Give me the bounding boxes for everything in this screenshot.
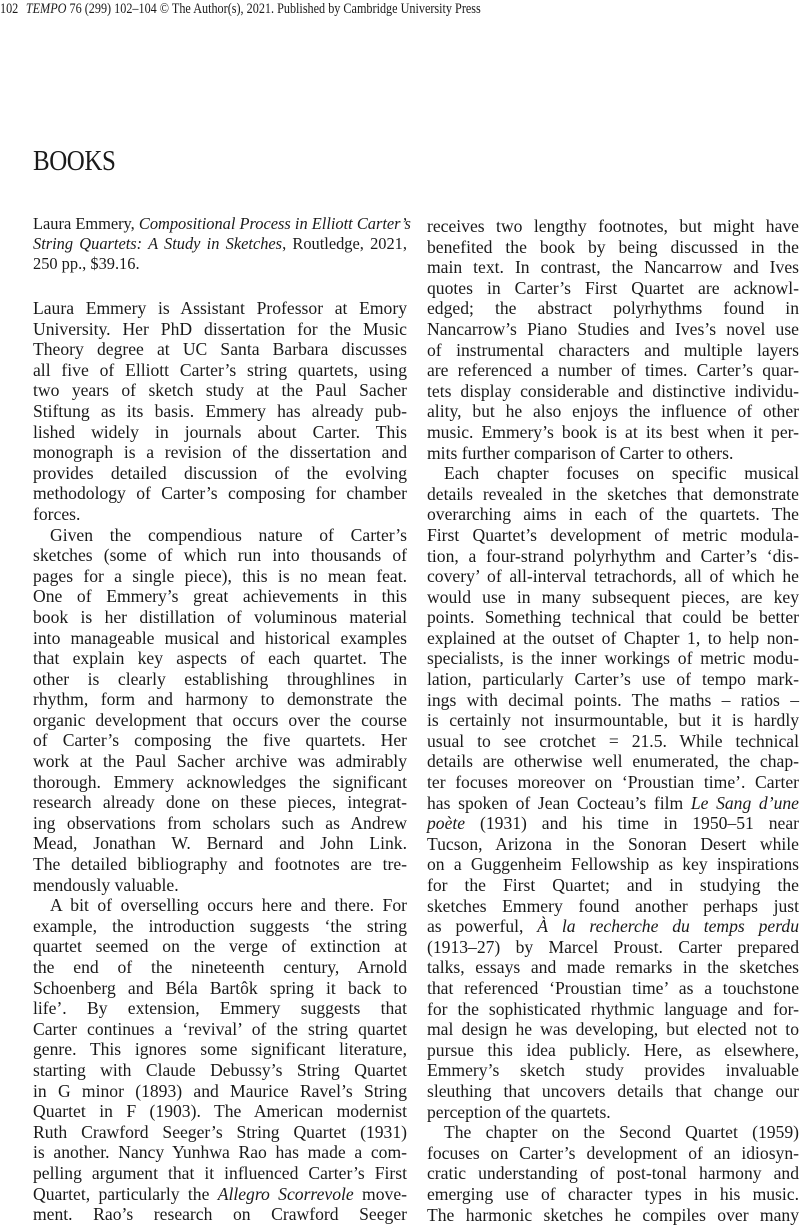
text-segment: Emmery’s sketch study provides invaluable xyxy=(427,1060,799,1080)
text-line xyxy=(427,751,799,772)
text-segment: receives two lengthy footnotes, but might have xyxy=(427,216,799,236)
text-line xyxy=(33,875,407,896)
journal-details: 76 (299) 102–104 © The Author(s), 2021. Published by Cambridge University Press xyxy=(69,1,480,17)
text-line xyxy=(427,237,799,258)
text-line xyxy=(427,875,799,896)
text-segment: pursue this idea publicly. Here, as elsewhere, xyxy=(427,1040,799,1060)
text-segment: is another. Nancy Yunhwa Rao has made a com- xyxy=(33,1142,407,1162)
text-segment: ality, but he also enjoys the influence of other xyxy=(427,401,799,421)
text-line xyxy=(427,278,799,299)
text-segment: thorough. Emmery acknowledges the significant xyxy=(33,772,407,792)
text-segment: ing observations from scholars such as Andrew xyxy=(33,813,407,833)
italic-text: Allegro Scorrevole xyxy=(218,1184,354,1204)
text-segment: cratic understanding of post-tonal harmony and xyxy=(427,1163,799,1183)
text-line xyxy=(427,1081,799,1102)
text-line xyxy=(33,586,407,607)
text-segment: tion, a four-strand polyrhythm and Carter’s ‘dis- xyxy=(427,546,799,566)
text-segment: book is her distillation of voluminous material xyxy=(33,607,407,627)
text-segment: edged; the abstract polyrhythms found in xyxy=(427,298,799,318)
text-segment: forces. xyxy=(33,504,80,524)
text-segment: focuses on Carter’s development of an idiosyn- xyxy=(427,1143,799,1163)
citation-publisher: , Routledge, 2021, xyxy=(282,234,407,253)
text-line xyxy=(427,999,799,1020)
text-line xyxy=(33,854,407,875)
text-line xyxy=(33,525,407,546)
text-segment: Quartet, particularly the xyxy=(33,1184,218,1204)
section-title: BOOKS xyxy=(33,144,115,178)
text-segment: pages for a single piece), this is no mean feat. xyxy=(33,566,407,586)
text-line xyxy=(33,936,407,957)
italic-text: poète xyxy=(427,813,465,833)
text-line xyxy=(33,751,407,772)
text-segment: that explain key aspects of each quartet. The xyxy=(33,648,407,668)
text-line xyxy=(427,546,799,567)
text-segment: quartet seemed on the verge of extinction at xyxy=(33,936,407,956)
text-segment: details are otherwise well enumerated, the chap- xyxy=(427,751,799,771)
text-line xyxy=(427,793,799,814)
text-segment: two years of sketch study at the Paul Sacher xyxy=(33,380,407,400)
text-segment: has spoken of Jean Cocteau’s film xyxy=(427,793,691,813)
text-line xyxy=(427,443,799,464)
text-line xyxy=(427,340,799,361)
text-line xyxy=(427,978,799,999)
text-segment: starting with Claude Debussy’s String Quartet xyxy=(33,1060,407,1080)
text-line xyxy=(427,648,799,669)
text-segment: explained at the outset of Chapter 1, to help non- xyxy=(427,628,799,648)
text-segment: sketches (some of which run into thousands of xyxy=(33,545,407,565)
text-line xyxy=(33,607,407,628)
text-segment: Tucson, Arizona in the Sonoran Desert while xyxy=(427,834,799,854)
text-line xyxy=(427,834,799,855)
text-line xyxy=(33,1060,407,1081)
text-segment: points. Something technical that could be better xyxy=(427,607,799,627)
text-segment: The harmonic sketches he compiles over many xyxy=(427,1205,799,1225)
text-segment: work at the Paul Sacher archive was admirably xyxy=(33,751,407,771)
citation-title: String Quartets: A Study in Sketches xyxy=(33,234,282,253)
text-line xyxy=(33,710,407,731)
text-segment: main text. In contrast, the Nancarrow and Ives xyxy=(427,257,799,277)
text-line xyxy=(33,1184,407,1205)
text-line xyxy=(33,689,407,710)
text-line xyxy=(427,587,799,608)
text-line xyxy=(33,463,407,484)
text-line xyxy=(33,648,407,669)
text-line xyxy=(33,566,407,587)
text-line xyxy=(33,504,407,525)
text-line xyxy=(33,792,407,813)
text-segment: The chapter on the Second Quartet (1959) xyxy=(444,1122,799,1142)
text-line xyxy=(33,772,407,793)
text-segment: music. Emmery’s book is at its best when it per- xyxy=(427,422,799,442)
italic-text: Le Sang d’une xyxy=(691,793,799,813)
text-line xyxy=(33,1163,407,1184)
text-line xyxy=(427,1122,799,1143)
citation-line xyxy=(33,214,407,234)
text-segment: move- xyxy=(354,1184,407,1204)
text-line xyxy=(33,1039,407,1060)
text-segment: lation, particularly Carter’s use of tempo mark- xyxy=(427,669,799,689)
text-line xyxy=(427,1143,799,1164)
text-line xyxy=(33,669,407,690)
text-line xyxy=(33,1019,407,1040)
text-line xyxy=(33,628,407,649)
citation-price: 250 pp., $39.16. xyxy=(33,254,140,273)
text-line xyxy=(427,1163,799,1184)
text-segment: ings with decimal points. The maths – ratios – xyxy=(427,690,799,710)
text-segment: is certainly not insurmountable, but it is hardly xyxy=(427,710,799,730)
text-line xyxy=(33,1081,407,1102)
citation-line xyxy=(33,234,407,254)
text-line xyxy=(33,483,407,504)
right-column xyxy=(427,216,799,1225)
text-segment: benefited the book by being discussed in the xyxy=(427,237,799,257)
text-segment: on a Guggenheim Fellowship as key inspirations xyxy=(427,854,799,874)
text-line xyxy=(33,957,407,978)
text-line xyxy=(427,628,799,649)
text-segment: other is clearly establishing throughlines in xyxy=(33,669,407,689)
text-line xyxy=(427,257,799,278)
text-segment: Stiftung as its basis. Emmery has already pub- xyxy=(33,401,407,421)
text-line xyxy=(427,957,799,978)
text-segment: monograph is a revision of the dissertation and xyxy=(33,442,407,462)
text-line xyxy=(427,319,799,340)
text-segment: of instrumental characters and multiple layers xyxy=(427,340,799,360)
text-line xyxy=(33,1142,407,1163)
text-segment: life’. By extension, Emmery suggests that xyxy=(33,998,407,1018)
text-segment: First Quartet’s development of metric modula- xyxy=(427,525,799,545)
text-segment: organic development that occurs over the course xyxy=(33,710,407,730)
text-segment: Laura Emmery is Assistant Professor at Emory xyxy=(33,298,407,318)
citation-title: Compositional Process in Elliott Carter’s xyxy=(139,214,411,233)
text-line xyxy=(427,422,799,443)
text-line xyxy=(427,360,799,381)
text-segment: example, the introduction suggests ‘the string xyxy=(33,916,407,936)
text-segment: details revealed in the sketches that demonstrate xyxy=(427,484,799,504)
text-segment: sleuthing that uncovers details that change our xyxy=(427,1081,799,1101)
text-line xyxy=(427,298,799,319)
text-line xyxy=(33,1122,407,1143)
text-line xyxy=(427,463,799,484)
text-segment: quotes in Carter’s First Quartet are acknowl- xyxy=(427,278,799,298)
text-segment: Mead, Jonathan W. Bernard and John Link. xyxy=(33,833,407,853)
text-segment: tets display considerable and distinctive individu- xyxy=(427,381,799,401)
text-segment: ment. Rao’s research on Crawford Seeger xyxy=(33,1204,407,1224)
text-segment: research already done on these pieces, integrat- xyxy=(33,792,407,812)
text-line xyxy=(427,854,799,875)
page-number: 102 xyxy=(0,1,18,17)
text-segment: Quartet in F (1903). The American modernist xyxy=(33,1101,407,1121)
text-line xyxy=(33,442,407,463)
text-line xyxy=(427,772,799,793)
text-segment: provides detailed discussion of the evolving xyxy=(33,463,407,483)
text-segment: Each chapter focuses on specific musical xyxy=(444,463,799,483)
text-line xyxy=(33,360,407,381)
text-line xyxy=(33,916,407,937)
text-segment: lished widely in journals about Carter. This xyxy=(33,422,407,442)
book-citation xyxy=(33,214,407,274)
running-head xyxy=(0,0,481,18)
text-segment: Nancarrow’s Piano Studies and Ives’s novel use xyxy=(427,319,799,339)
text-line xyxy=(427,1060,799,1081)
text-line xyxy=(427,1040,799,1061)
text-line xyxy=(427,916,799,937)
text-segment: Theory degree at UC Santa Barbara discusses xyxy=(33,339,407,359)
text-segment: specialists, is the inner workings of metric modu- xyxy=(427,648,799,668)
text-line xyxy=(33,422,407,443)
text-segment: are referenced a number of times. Carter’s quar- xyxy=(427,360,799,380)
text-line xyxy=(427,690,799,711)
text-line xyxy=(33,1101,407,1122)
text-segment: genre. This ignores some significant literature, xyxy=(33,1039,407,1059)
text-segment: mal design he was developing, but elected not to xyxy=(427,1019,799,1039)
citation-author: Laura Emmery, xyxy=(33,214,139,233)
text-line xyxy=(427,381,799,402)
text-segment: pelling argument that it influenced Carter’s First xyxy=(33,1163,407,1183)
text-segment: Schoenberg and Béla Bartôk spring it back to xyxy=(33,978,407,998)
text-line xyxy=(427,710,799,731)
citation-line xyxy=(33,254,407,274)
text-line xyxy=(33,298,407,319)
text-segment: overarching aims in each of the quartets. The xyxy=(427,504,799,524)
text-segment: covery’ of all-interval tetrachords, all of which he xyxy=(427,566,799,586)
text-line xyxy=(427,401,799,422)
text-line xyxy=(33,339,407,360)
text-line xyxy=(33,978,407,999)
text-segment: all five of Elliott Carter’s string quartets, using xyxy=(33,360,407,380)
text-segment: ter focuses moreover on ‘Proustian time’. Carter xyxy=(427,772,799,792)
text-line xyxy=(427,1102,799,1123)
text-line xyxy=(427,1184,799,1205)
text-segment: emerging use of character types in his music. xyxy=(427,1184,799,1204)
text-segment: (1931) and his time in 1950–51 near xyxy=(465,813,799,833)
text-line xyxy=(427,504,799,525)
left-column-body xyxy=(33,298,407,1225)
text-line xyxy=(33,380,407,401)
text-line xyxy=(427,607,799,628)
text-segment: sketches Emmery found another perhaps just xyxy=(427,896,799,916)
text-segment: University. Her PhD dissertation for the Music xyxy=(33,319,407,339)
text-line xyxy=(427,937,799,958)
text-segment: One of Emmery’s great achievements in this xyxy=(33,586,407,606)
text-segment: that referenced ‘Proustian time’ as a touchstone xyxy=(427,978,799,998)
text-line xyxy=(427,813,799,834)
text-segment: for the sophisticated rhythmic language and for- xyxy=(427,999,799,1019)
text-line xyxy=(33,895,407,916)
text-line xyxy=(427,566,799,587)
text-segment: usual to see crotchet = 21.5. While technical xyxy=(427,731,799,751)
text-line xyxy=(427,525,799,546)
text-segment: (1913–27) by Marcel Proust. Carter prepared xyxy=(427,937,799,957)
text-segment: mendously valuable. xyxy=(33,875,179,895)
text-segment: Carter continues a ‘revival’ of the string quartet xyxy=(33,1019,407,1039)
journal-name: TEMPO xyxy=(26,1,67,17)
text-line xyxy=(33,730,407,751)
text-segment: the end of the nineteenth century, Arnold xyxy=(33,957,407,977)
text-segment: mits further comparison of Carter to others. xyxy=(427,443,733,463)
text-segment: as powerful, xyxy=(427,916,537,936)
text-segment: The detailed bibliography and footnotes are tre- xyxy=(33,854,407,874)
text-line xyxy=(33,833,407,854)
text-line xyxy=(33,813,407,834)
text-segment: Ruth Crawford Seeger’s String Quartet (1931) xyxy=(33,1122,407,1142)
text-line xyxy=(33,319,407,340)
text-segment: of Carter’s composing the five quartets. Her xyxy=(33,730,407,750)
italic-text: À la recherche du temps perdu xyxy=(537,916,799,936)
text-line xyxy=(427,484,799,505)
text-segment: Given the compendious nature of Carter’s xyxy=(50,525,407,545)
text-line xyxy=(33,998,407,1019)
text-segment: would use in many subsequent pieces, are key xyxy=(427,587,799,607)
text-line xyxy=(33,545,407,566)
text-line xyxy=(427,896,799,917)
text-segment: A bit of overselling occurs here and there. For xyxy=(50,895,407,915)
text-segment: perception of the quartets. xyxy=(427,1102,611,1122)
text-line xyxy=(427,669,799,690)
text-line xyxy=(427,731,799,752)
text-segment: talks, essays and made remarks in the sketches xyxy=(427,957,799,977)
text-line xyxy=(33,401,407,422)
text-line xyxy=(427,1019,799,1040)
text-segment: rhythm, form and harmony to demonstrate the xyxy=(33,689,407,709)
text-segment: into manageable musical and historical examples xyxy=(33,628,407,648)
text-segment: in G minor (1893) and Maurice Ravel’s String xyxy=(33,1081,407,1101)
text-segment: for the First Quartet; and in studying the xyxy=(427,875,799,895)
text-segment: methodology of Carter’s composing for chamber xyxy=(33,483,407,503)
text-line xyxy=(427,216,799,237)
